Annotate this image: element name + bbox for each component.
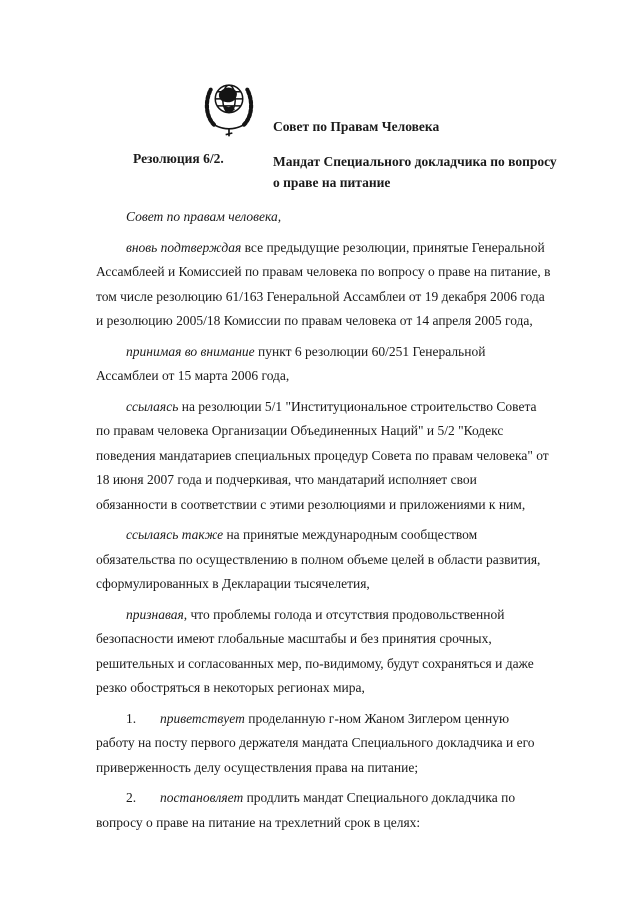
- organization-title: Совет по Правам Человека: [273, 119, 440, 134]
- paragraph-text: на резолюции 5/1 "Институциональное строительство Совета по правам человека Организации Объединенных Наций" и 5/2 "Кодекс поведения мандатариев специальных процедур Совета по правам человека" от 18 июня 2007 года и подчеркивая, что мандатарий исполняет свои обязанности в соответствии с этими резолюциями и приложениями к ним,: [96, 398, 549, 512]
- preamble-paragraph: [96, 395, 551, 518]
- paragraph-text: все предыдущие резолюции, принятые Генеральной Ассамблеей и Комиссией по правам человека по вопросу о праве на питание, в том числе резолюцию 61/163 Генеральной Ассамблеи от 19 декабря 2006 года и резолюцию 2005/18 Комиссии по правам человека от 14 апреля 2005 года,: [96, 239, 551, 328]
- paragraph-lead-italic: принимая во внимание: [126, 343, 255, 359]
- paragraph-number: 1.: [126, 710, 137, 726]
- resolution-number: Резолюция 6/2.: [133, 151, 224, 166]
- united-nations-emblem-icon: [204, 76, 254, 140]
- preamble-paragraph: [96, 603, 551, 701]
- operative-paragraph: [96, 786, 551, 835]
- paragraph-lead-italic: ссылаясь также: [126, 527, 224, 542]
- paragraph-lead-italic: Совет по правам человека,: [126, 209, 282, 224]
- paragraph-lead-italic: приветствует: [160, 710, 245, 726]
- paragraph-text: пункт 6 резолюции 60/251 Генеральной Ассамблеи от 15 марта 2006 года,: [96, 343, 486, 383]
- paragraph-text: , что проблемы голода и отсутствия продовольственной безопасности имеют глобальные масштабы и без принятия срочных, решительных и согласованных мер, по-видимому, будут сохраняться и даже резко обостряться в некоторых регионах мира,: [96, 606, 534, 695]
- paragraph-lead-italic: вновь подтверждая: [126, 239, 242, 255]
- document-body: [96, 205, 551, 841]
- resolution-title: Мандат Специального докладчика по вопросу о праве на питание: [273, 154, 557, 190]
- preamble-paragraph: [96, 205, 551, 230]
- preamble-paragraph: [96, 523, 551, 597]
- paragraph-text: проделанную г-ном Жаном Зиглером ценную работу на посту первого держателя мандата Специального докладчика и его приверженность делу осуществления права на питание;: [96, 710, 535, 775]
- paragraph-text: продлить мандат Специального докладчика по вопросу о праве на питание на трехлетний срок в целях:: [96, 790, 516, 830]
- paragraph-lead-italic: признавая: [126, 606, 184, 622]
- preamble-paragraph: [96, 236, 551, 334]
- paragraph-lead-italic: ссылаясь: [126, 398, 179, 414]
- paragraph-number: 2.: [126, 790, 137, 805]
- operative-paragraph: [96, 707, 551, 781]
- preamble-paragraph: [96, 340, 551, 389]
- paragraph-lead-italic: постановляет: [160, 790, 244, 805]
- paragraph-text: на принятые международным сообществом обязательства по осуществлению в полном объеме целей в области развития, сформулированных в Декларации тысячелетия,: [96, 527, 541, 591]
